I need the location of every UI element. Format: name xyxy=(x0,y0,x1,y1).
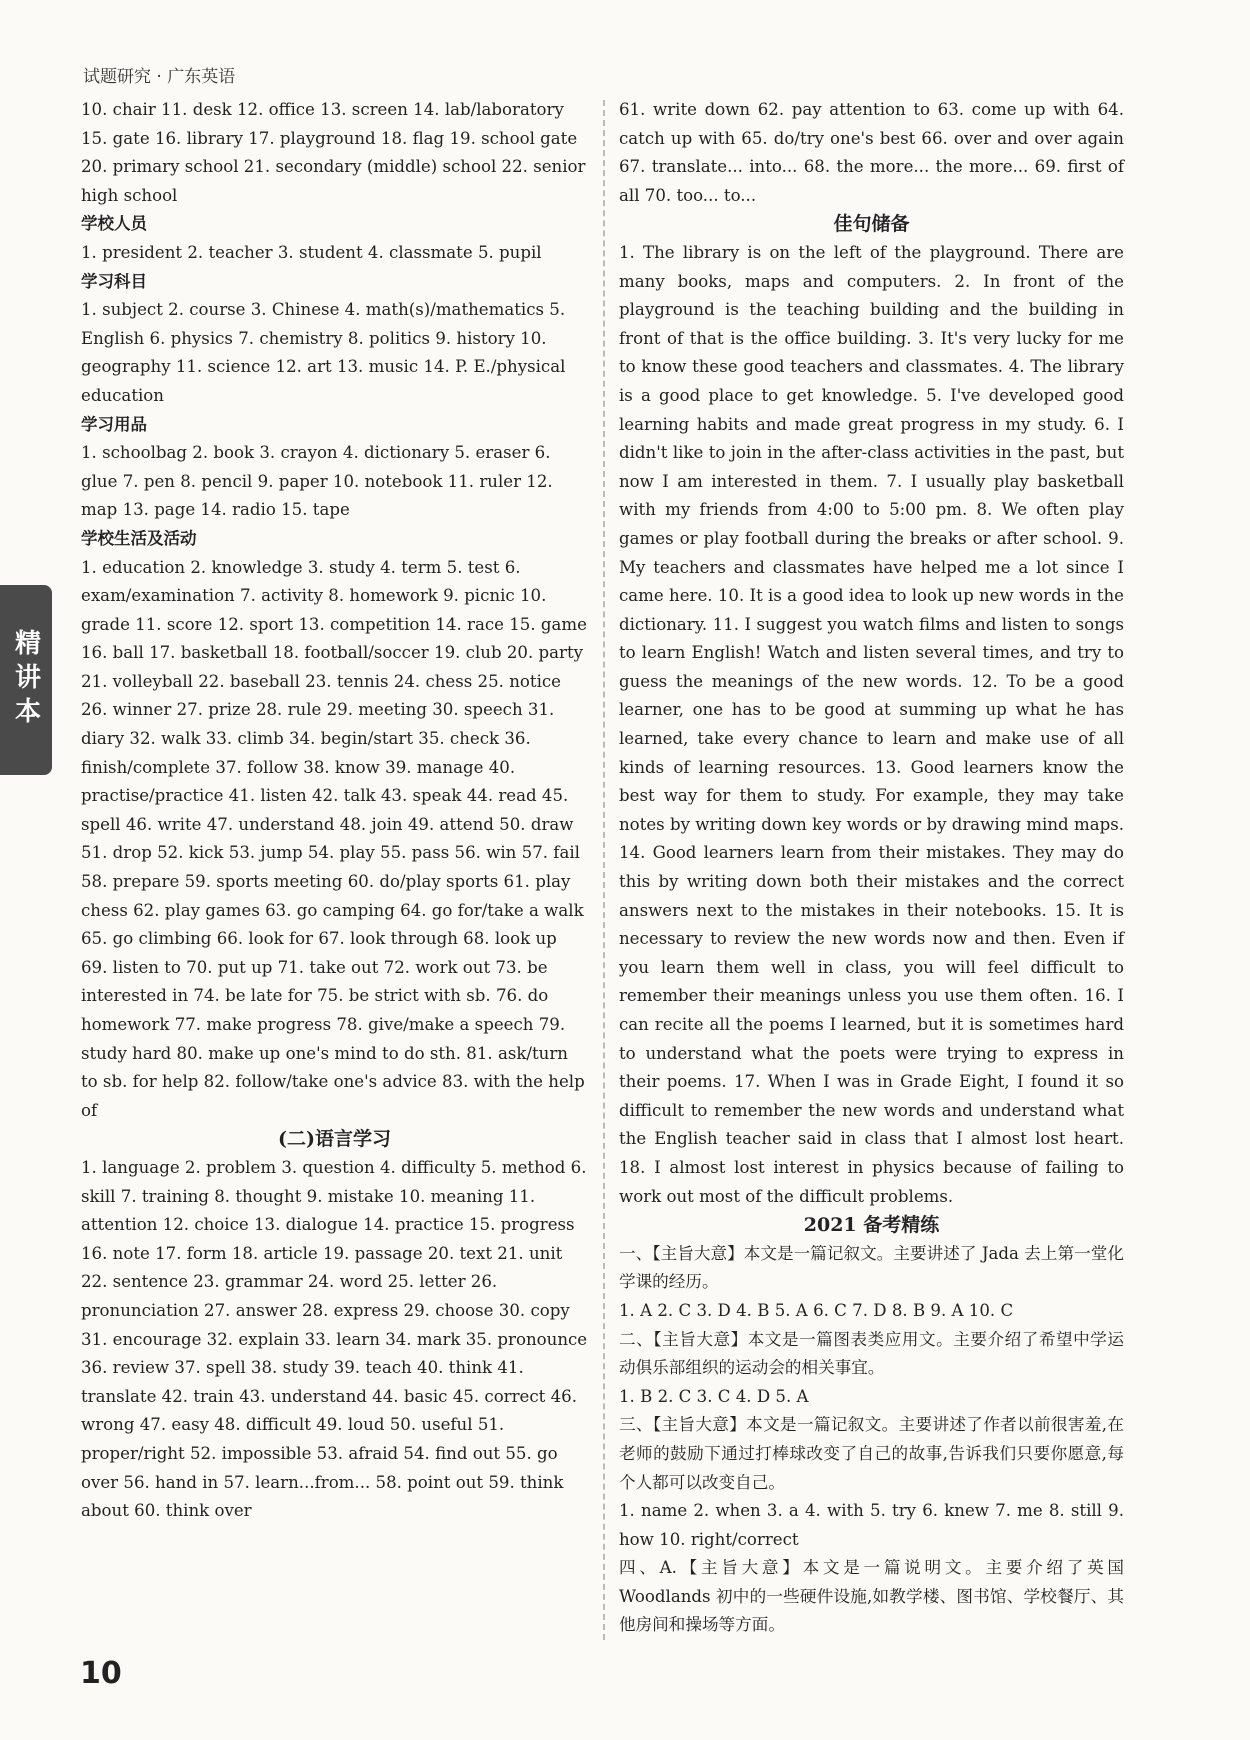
content-paragraph: 一、【主旨大意】本文是一篇记叙文。主要讲述了 Jada 去上第一堂化学课的经历。 xyxy=(619,1243,1124,1292)
side-tab-label: 精讲本 xyxy=(10,629,41,731)
section-heading: 学习用品 xyxy=(81,414,147,434)
section-title: (二)语言学习 xyxy=(278,1128,391,1151)
section-heading: 学校生活及活动 xyxy=(81,528,197,548)
left-column xyxy=(81,96,588,1526)
content-paragraph: 1. subject 2. course 3. Chinese 4. math(s)/mathematics 5. English 6. physics 7. chemistry 8. politics 9. history 10. geography 11. science 12. art 13. music 14. P. E./physical education xyxy=(81,300,566,405)
section-heading: 学习科目 xyxy=(81,271,147,291)
content-paragraph: 三、【主旨大意】本文是一篇记叙文。主要讲述了作者以前很害羞,在老师的鼓励下通过打棒球改变了自己的故事,告诉我们只要你愿意,每个人都可以改变自己。 xyxy=(619,1415,1124,1492)
content-paragraph: 二、【主旨大意】本文是一篇图表类应用文。主要介绍了希望中学运动俱乐部组织的运动会的相关事宜。 xyxy=(619,1329,1124,1378)
content-paragraph: 1. The library is on the left of the playground. There are many books, maps and computers. 2. In front of the playground is the teaching building and the building in front of that is the office building. 3. It's very lucky for me to know these good teachers and classmates. 4. The library is a good place to get knowledge. 5. I've developed good learning habits and made great progress in my study. 6. I didn't like to join in the after-class activities in the past, but now I am interested in them. 7. I usually play basketball with my friends from 4:00 to 5:00 pm. 8. We often play games or play football during the breaks or after school. 9. My teachers and classmates have helped me a lot since I came here. 10. It is a good idea to look up new words in the dictionary. 11. I suggest you watch films and listen to songs to learn English! Watch and listen several times, and try to guess the meanings of the new words. 12. To be a good learner, one has to be good at summing up what he has learned, take every chance to learn and make use of all kinds of learning resources. 13. Good learners know the best way for them to study. For example, they may take notes by writing down key words or by drawing mind maps. 14. Good learners learn from their mistakes. They may do this by writing down both their mistakes and the correct answers next to the mistakes in their notebooks. 15. It is necessary to review the new words now and then. Even if you learn them well in class, you will feel difficult to remember their meanings unless you use them often. 16. I can recite all the poems I learned, but it is sometimes hard to understand what the poets were trying to express in their poems. 17. When I was in Grade Eight, I found it so difficult to remember the new words and understand what the English teacher said in class that I almost lost heart. 18. I almost lost interest in physics because of failing to work out most of the difficult problems. xyxy=(619,242,1124,1206)
content-paragraph: 1. language 2. problem 3. question 4. difficulty 5. method 6. skill 7. training 8. thought 9. mistake 10. meaning 11. attention 12. choice 13. dialogue 14. practice 15. progress 16. note 17. form 18. article 19. passage 20. text 21. unit 22. sentence 23. grammar 24. word 25. letter 26. pronunciation 27. answer 28. express 29. choose 30. copy 31. encourage 32. explain 33. learn 34. mark 35. pronounce 36. review 37. spell 38. study 39. teach 40. think 41. translate 42. train 43. understand 44. basic 45. correct 46. wrong 47. easy 48. difficult 49. loud 50. useful 51. proper/right 52. impossible 53. afraid 54. find out 55. go over 56. hand in 57. learn...from... 58. point out 59. think about 60. think over xyxy=(81,1157,588,1521)
content-paragraph: 61. write down 62. pay attention to 63. come up with 64. catch up with 65. do/try one's best 66. over and over again 67. translate... into... 68. the more... the more... 69. first of all 70. too... to... xyxy=(619,100,1124,205)
content-paragraph: 1. B 2. C 3. C 4. D 5. A xyxy=(619,1386,809,1406)
running-header: 试题研究 · 广东英语 xyxy=(83,67,236,87)
content-paragraph: 1. education 2. knowledge 3. study 4. term 5. test 6. exam/examination 7. activity 8. homework 9. picnic 10. grade 11. score 12. sport 13. competition 14. race 15. game 16. ball 17. basketball 18. football/soccer 19. club 20. party 21. volleyball 22. baseball 23. tennis 24. chess 25. notice 26. winner 27. prize 28. rule 29. meeting 30. speech 31. diary 32. walk 33. climb 34. begin/start 35. check 36. finish/complete 37. follow 38. know 39. manage 40. practise/practice 41. listen 42. talk 43. speak 44. read 45. spell 46. write 47. understand 48. join 49. attend 50. draw 51. drop 52. kick 53. jump 54. play 55. pass 56. win 57. fail 58. prepare 59. sports meeting 60. do/play sports 61. play chess 62. play games 63. go camping 64. go for/take a walk 65. go climbing 66. look for 67. look through 68. look up 69. listen to 70. put up 71. take out 72. work out 73. be interested in 74. be late for 75. be strict with sb. 76. do homework 77. make progress 78. give/make a speech 79. study hard 80. make up one's mind to do sth. 81. ask/turn to sb. for help 82. follow/take one's advice 83. with the help of xyxy=(81,557,587,1120)
column-divider xyxy=(603,100,605,1640)
page-number: 10 xyxy=(80,1656,122,1691)
content-paragraph: 1. A 2. C 3. D 4. B 5. A 6. C 7. D 8. B 9. A 10. C xyxy=(619,1300,1014,1320)
content-paragraph: 10. chair 11. desk 12. office 13. screen 14. lab/laboratory 15. gate 16. library 17. playground 18. flag 19. school gate 20. primary school 21. secondary (middle) school 22. senior high school xyxy=(81,100,586,205)
side-tab xyxy=(0,585,52,775)
content-paragraph: 1. president 2. teacher 3. student 4. classmate 5. pupil xyxy=(81,242,542,262)
section-title: 佳句储备 xyxy=(833,213,910,236)
section-title: 2021 备考精练 xyxy=(803,1214,940,1237)
right-column xyxy=(619,96,1124,1640)
content-paragraph: 1. schoolbag 2. book 3. crayon 4. dictionary 5. eraser 6. glue 7. pen 8. pencil 9. paper 10. notebook 11. ruler 12. map 13. page 14. radio 15. tape xyxy=(81,443,553,520)
content-paragraph: 1. name 2. when 3. a 4. with 5. try 6. knew 7. me 8. still 9. how 10. right/correct xyxy=(619,1501,1124,1549)
section-heading: 学校人员 xyxy=(81,214,147,234)
content-paragraph: 四、A.【主旨大意】本文是一篇说明文。主要介绍了英国 Woodlands 初中的一些硬件设施,如教学楼、图书馆、学校餐厅、其他房间和操场等方面。 xyxy=(619,1558,1124,1635)
